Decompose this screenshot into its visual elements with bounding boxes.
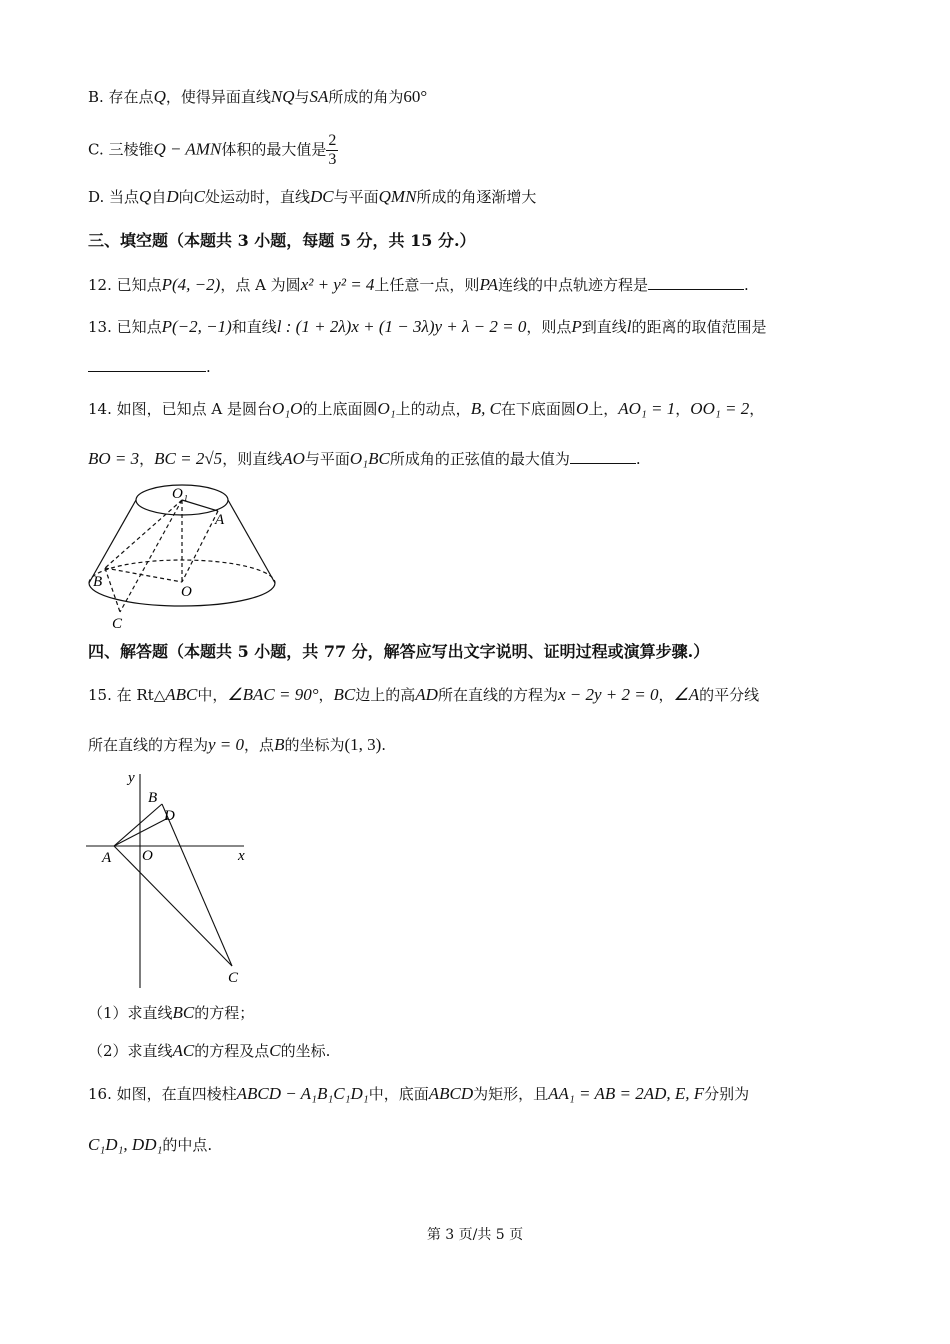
math: AD — [415, 685, 438, 704]
segment-ao — [182, 511, 218, 582]
question-14 — [88, 398, 764, 420]
option-d — [88, 186, 536, 208]
option-c-text: C. 三棱锥 — [88, 140, 154, 159]
label-c: C — [228, 970, 239, 986]
math: ABC — [165, 685, 198, 704]
text: 12. 已知点 — [88, 276, 162, 294]
question-15-part-2 — [88, 1040, 330, 1062]
question-15-line2 — [88, 734, 386, 756]
math: l — [626, 317, 632, 336]
math: AA₁ = AB = 2AD, E, F — [548, 1084, 705, 1103]
question-13-blank-line — [88, 356, 211, 378]
text: 连线的中点轨迹方程是 — [498, 276, 649, 294]
text: ， — [675, 400, 691, 418]
label-y: y — [128, 770, 135, 786]
answer-blank — [88, 357, 206, 372]
text: ，使得异面直线 — [165, 88, 271, 106]
text: 边上的高 — [355, 686, 416, 704]
math: AC — [172, 1041, 195, 1060]
question-16-line2 — [88, 1134, 212, 1156]
label-x: x — [238, 848, 245, 864]
math-line-l: l : (1 + 2λ)x + (1 − 3λ)y + λ − 2 = 0 — [276, 317, 527, 336]
math: D — [166, 187, 179, 206]
math: B — [274, 735, 285, 754]
text: ，则点 — [526, 318, 572, 336]
fraction-numerator: 2 — [328, 132, 337, 149]
text: 14. 如图，已知点 A 是圆台 — [88, 400, 272, 418]
text: ， — [658, 686, 674, 704]
text: 为矩形，且 — [473, 1085, 549, 1103]
left-generatrix — [89, 500, 136, 583]
text: 和直线 — [231, 318, 277, 336]
text: （2）求直线 — [88, 1042, 173, 1060]
text: ， — [139, 450, 155, 468]
math: C₁D₁, DD₁ — [88, 1135, 163, 1154]
math-angle: 60° — [403, 87, 428, 106]
text: ，点 — [244, 736, 275, 754]
text: . — [744, 276, 749, 294]
text: （1）求直线 — [88, 1004, 173, 1022]
label-a: A — [215, 512, 225, 528]
math: DC — [309, 187, 334, 206]
math: O₁ — [377, 399, 396, 418]
question-15 — [88, 684, 759, 706]
text: 上任意一点，则 — [374, 276, 480, 294]
math-point-p: P(−2, −1) — [161, 317, 232, 336]
label-c: C — [112, 616, 123, 630]
segment-ac — [114, 846, 232, 966]
text: 向 — [178, 188, 194, 206]
math: ABCD − A₁B₁C₁D₁ — [236, 1084, 369, 1103]
text: ，则直线 — [222, 450, 283, 468]
text: 15. 在 Rt△ — [88, 686, 166, 704]
question-14-line2 — [88, 448, 641, 470]
option-b — [88, 86, 427, 108]
text: 与平面 — [333, 188, 379, 206]
math: BO = 3 — [88, 449, 140, 468]
math-q: Q — [153, 87, 166, 106]
question-16 — [88, 1083, 749, 1105]
text: 上， — [588, 400, 619, 418]
text: 的方程及点 — [194, 1042, 270, 1060]
math-sa: SA — [309, 87, 329, 106]
math: Q — [139, 187, 152, 206]
math: O₁O — [272, 399, 303, 418]
text: 体积的最大值是 — [221, 140, 327, 159]
text: 所成角的正弦值的最大值为 — [389, 450, 570, 468]
math: x − 2y + 2 = 0 — [557, 685, 659, 704]
math-circle: x² + y² = 4 — [300, 275, 375, 294]
text: 与平面 — [304, 450, 350, 468]
text: 16. 如图，在直四棱柱 — [88, 1085, 237, 1103]
label-a: A — [102, 850, 112, 866]
text: ， — [749, 400, 765, 418]
text: 上的动点， — [395, 400, 471, 418]
text: . — [381, 736, 387, 754]
page-footer: 第 3 页/共 5 页 — [426, 1227, 524, 1243]
text: 与 — [294, 88, 310, 106]
text: . — [635, 450, 641, 468]
segment-bc — [105, 568, 120, 612]
answer-blank — [648, 275, 744, 290]
math: AO₁ = 1 — [618, 399, 676, 418]
text: 自 — [151, 188, 167, 206]
right-generatrix — [228, 500, 275, 583]
math: BC — [172, 1003, 195, 1022]
text: 所在直线的方程为 — [88, 736, 209, 754]
math: O — [575, 399, 589, 418]
question-15-part-1 — [88, 1002, 254, 1024]
section-4-heading: 四、解答题（本题共 5 小题，共 77 分，解答应写出文字说明、证明过程或演算步骤.） — [88, 642, 710, 661]
math: C — [193, 187, 205, 206]
text: 的平分线 — [699, 686, 760, 704]
segment-o1c — [120, 500, 182, 612]
option-d-text: D. 当点 — [88, 188, 140, 206]
label-d: D — [164, 808, 175, 824]
text: 所成的角逐渐增大 — [416, 188, 537, 206]
text: 所在直线的方程为 — [437, 686, 558, 704]
text: . — [206, 358, 211, 376]
text: 所成的角为 — [328, 88, 404, 106]
triangle-coordinate-figure — [84, 768, 264, 992]
text: 到直线 — [581, 318, 627, 336]
math: BC = 2√5 — [154, 449, 223, 468]
text: ， — [318, 686, 334, 704]
text: 13. 已知点 — [88, 318, 162, 336]
math-nq: NQ — [270, 87, 295, 106]
math: QMN — [378, 187, 417, 206]
label-o: O — [142, 848, 153, 864]
math: AO — [282, 449, 305, 468]
math-expr: Q − AMN — [153, 139, 222, 159]
math: PA — [479, 275, 499, 294]
math: y = 0 — [208, 735, 245, 754]
text: 的方程； — [194, 1004, 255, 1022]
fraction-two-thirds — [326, 132, 338, 169]
text: 的中点. — [162, 1136, 213, 1154]
section-3-heading: 三、填空题（本题共 3 小题，每题 5 分，共 15 分.） — [88, 231, 476, 250]
math: ABCD — [428, 1084, 474, 1103]
text: 中，底面 — [368, 1085, 429, 1103]
label-b: B — [148, 790, 158, 806]
math: C — [269, 1041, 281, 1060]
math: ∠A — [673, 685, 700, 704]
text: 分别为 — [704, 1085, 750, 1103]
text: 处运动时，直线 — [204, 188, 310, 206]
answer-blank — [570, 449, 636, 464]
math: OO₁ = 2 — [690, 399, 750, 418]
text: 中， — [197, 686, 228, 704]
math: O₁BC — [349, 449, 390, 468]
math: B, C — [470, 399, 501, 418]
math: (1, 3) — [344, 735, 382, 754]
math: BC — [333, 685, 356, 704]
label-o: O — [181, 584, 192, 600]
text: ，点 A 为圆 — [220, 276, 301, 294]
fraction-denominator: 3 — [328, 151, 337, 168]
question-12 — [88, 274, 749, 296]
question-13 — [88, 316, 767, 338]
math: ∠BAC = 90° — [227, 685, 319, 704]
frustum-figure — [84, 478, 294, 630]
option-b-text: B. 存在点 — [88, 88, 154, 106]
label-b: B — [93, 574, 103, 590]
text: 的距离的取值范围是 — [631, 318, 767, 336]
math-point-p: P(4, −2) — [161, 275, 221, 294]
text: 的坐标为 — [284, 736, 345, 754]
segment-bc — [162, 804, 232, 966]
label-o1: O₁ — [172, 486, 189, 502]
math: P — [571, 317, 582, 336]
text: 在下底面圆 — [500, 400, 576, 418]
option-c — [88, 132, 338, 169]
text: 的上底面圆 — [302, 400, 378, 418]
text: 的坐标. — [280, 1042, 331, 1060]
